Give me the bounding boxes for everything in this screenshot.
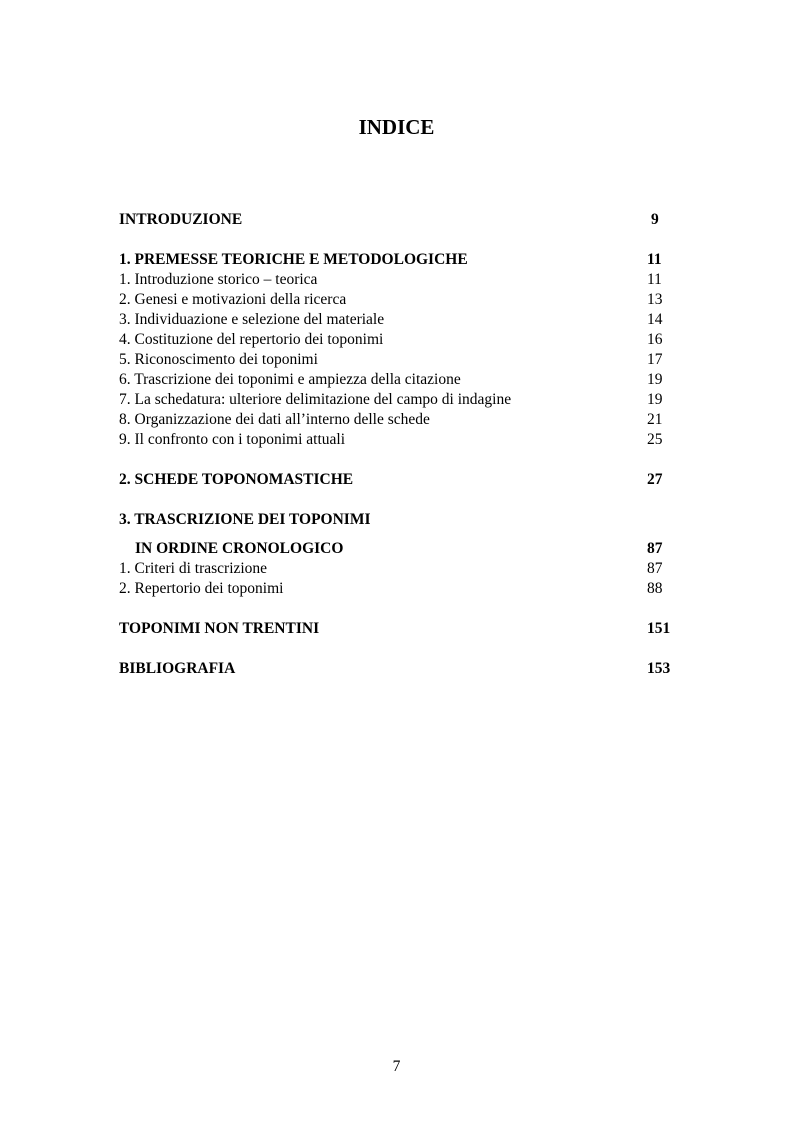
toc-entry-label: 2. SCHEDE TOPONOMASTICHE — [119, 471, 354, 488]
toc-entry-label: 1. Criteri di trascrizione — [119, 560, 268, 577]
toc-entry-label: TOPONIMI NON TRENTINI — [119, 620, 320, 637]
toc-entry-page: 151 — [647, 620, 671, 637]
table-of-contents — [119, 210, 679, 679]
toc-chapter-1[interactable] — [119, 250, 679, 270]
toc-entry-page: 27 — [647, 471, 663, 488]
toc-entry-label: 9. Il confronto con i toponimi attuali — [119, 431, 345, 448]
toc-section-1-2[interactable] — [119, 290, 679, 310]
toc-entry-page: 11 — [647, 271, 662, 288]
toc-entry-label: IN ORDINE CRONOLOGICO — [135, 540, 344, 557]
page-title: INDICE — [358, 115, 435, 139]
toc-entry-introduzione[interactable] — [119, 210, 679, 230]
toc-section-1-3[interactable] — [119, 310, 679, 330]
toc-chapter-3-continuation[interactable] — [119, 539, 679, 559]
toc-entry-page: 19 — [647, 371, 663, 388]
toc-entry-page: 25 — [647, 431, 663, 448]
toc-entry-label: INTRODUZIONE — [119, 211, 243, 228]
toc-entry-page: 21 — [647, 411, 663, 428]
toc-entry-label: 2. Repertorio dei toponimi — [119, 580, 284, 597]
toc-section-1-5[interactable] — [119, 350, 679, 370]
toc-entry-page: 19 — [647, 391, 663, 408]
toc-entry-page: 14 — [647, 311, 663, 328]
toc-section-3-1[interactable] — [119, 559, 679, 579]
toc-entry-page: 11 — [647, 251, 662, 268]
toc-entry-label: 1. Introduzione storico – teorica — [119, 271, 318, 288]
toc-entry-label: 1. PREMESSE TEORICHE E METODOLOGICHE — [119, 251, 468, 268]
toc-entry-page: 153 — [647, 660, 671, 677]
spacer — [119, 450, 679, 470]
toc-entry-label: 6. Trascrizione dei toponimi e ampiezza della citazione — [119, 371, 461, 388]
toc-chapter-2[interactable] — [119, 470, 679, 490]
toc-entry-page: 16 — [647, 331, 663, 348]
toc-entry-page: 87 — [647, 560, 663, 577]
toc-entry-label: 4. Costituzione del repertorio dei toponimi — [119, 331, 384, 348]
toc-entry-label: 8. Organizzazione dei dati all’interno delle schede — [119, 411, 430, 428]
toc-entry-page: 88 — [647, 580, 663, 597]
toc-entry-label: BIBLIOGRAFIA — [119, 660, 236, 677]
toc-entry-label: 3. TRASCRIZIONE DEI TOPONIMI — [119, 511, 371, 528]
toc-entry-toponimi-non-trentini[interactable] — [119, 619, 679, 639]
page-number: 7 — [392, 1058, 401, 1075]
toc-section-1-1[interactable] — [119, 270, 679, 290]
spacer — [119, 230, 679, 250]
toc-entry-page: 87 — [647, 540, 663, 557]
toc-entry-label: 5. Riconoscimento dei toponimi — [119, 351, 318, 368]
spacer — [119, 599, 679, 619]
spacer — [119, 490, 679, 510]
toc-entry-bibliografia[interactable] — [119, 659, 679, 679]
toc-entry-page: 17 — [647, 351, 663, 368]
toc-section-1-8[interactable] — [119, 410, 679, 430]
toc-entry-page: 9 — [651, 211, 659, 228]
toc-section-3-2[interactable] — [119, 579, 679, 599]
toc-section-1-9[interactable] — [119, 430, 679, 450]
spacer — [119, 639, 679, 659]
toc-section-1-4[interactable] — [119, 330, 679, 350]
toc-entry-page: 13 — [647, 291, 663, 308]
toc-entry-label: 7. La schedatura: ulteriore delimitazione del campo di indagine — [119, 391, 512, 408]
toc-section-1-7[interactable] — [119, 390, 679, 410]
toc-entry-label: 2. Genesi e motivazioni della ricerca — [119, 291, 347, 308]
toc-entry-label: 3. Individuazione e selezione del materiale — [119, 311, 385, 328]
toc-section-1-6[interactable] — [119, 370, 679, 390]
toc-chapter-3[interactable] — [119, 510, 679, 530]
